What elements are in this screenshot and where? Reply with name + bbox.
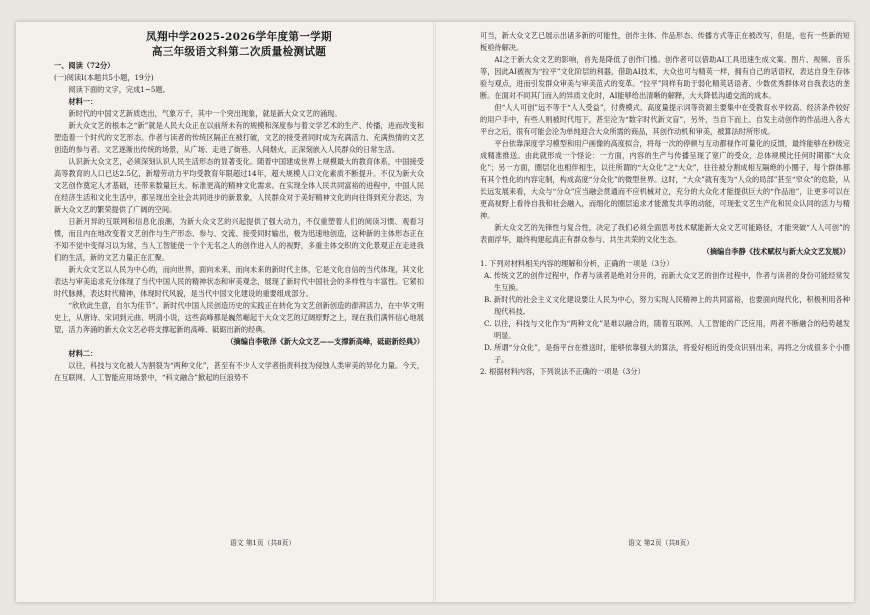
paragraph: 新大众文艺的根本之“新”就是人民大众正在以前所未有的规模和深度参与着文学艺术的生产、传播，进而改变和塑造着一个时代的文艺形态。作者与读者的传统区隔正在被打破，文艺的接受者同时成为充满活力、充满热情的文艺创造的参与者。文艺逐渐出传统的场景，从广场、走进了街巷、人间烟火，正深刻嵌入人民群众的日常生活。 (54, 121, 424, 154)
left-page (54, 30, 424, 384)
question-2: 2. 根据材料内容，下列说法不正确的一项是（3分） (480, 367, 645, 376)
source-citation: （摘编自李静《技术赋权与新大众文艺发展》） (702, 247, 850, 256)
paragraph: 但“人人可创”远不等于“人人受益”，付费模式、高度量提示词等资源主要集中在受教育水平较高、经济条件较好的用户手中，有些人则被时代甩下，甚至沦为“数字时代新文盲”，另外，当自下而上、自发主动创作的作品进入各大平台之后，很有可能会沦为单纯迎合大众所需的商品，其创作动机和审美，被算法时所形成。 (480, 103, 850, 136)
section-heading: 一、阅读（72分） (54, 61, 115, 70)
paragraph: AI之于新大众文艺的影响，首先是降低了创作门槛。创作者可以借助AI工具迅速生成文案、图片、视频、音乐等，因此AI被视为“拉平”文化阶层的利器，借助AI技术，大众也可与精英一样，拥有自己的话语权，表达自身生存体验与观点，进而引发群众审美与审美范式的变革。“拉平”同样有助于弱化精英话语者、少数优秀群体对自我表达的垄断。在面对不同其门而入的异质文化时，AI能够给出清晰的解释，大大降低沟通交流的成本。 (480, 55, 850, 100)
paragraph: 平台依靠深度学习模型和用户画像的高度拟合，将每一次的停顿与互动都视作可量化的反馈，最终能够在秒级完成精准推送。由此就形成一个怪论：一方面，内容的生产与传播呈现了宽广的受众，总体规模比任何时期都“大众化”；另一方面，圈层化也相伴相生，以往所谓的“大众化”之“大众”，往往被分割成相互隔绝的小圈子，每个群体都有其个性化的内容定制，构成高度“分众化”的微型世界。这时，“大众”就有变为“人众的局部”甚至“窄众”的危险，从长远发展来看，大众与“分众”应当融会贯通而不应机械对立，充分的大众化才能提供巨大的“作品池”，让更多可以在更高视野上看待自我和社会融入，而细化的圈层追求才能激发共享的动能，可现张文艺生产化和民众认同的活力与精神。 (480, 139, 850, 220)
paragraph: 可当，新大众文艺已展示出诸多新的可能性，创作主体、作品形态、传播方式等正在被改写，但是，也有一些新的短板亟待解决。 (480, 31, 850, 52)
question-1: 1. 下列对材料相关内容的理解和分析，正确的一项是（3分） (480, 259, 674, 268)
paragraph: 日新月异的互联网和信息化浪潮，为新大众文艺的兴起提供了强大动力，不仅重塑着人们的阅读习惯、观看习惯，而且内在地改变着文艺创作与生产形态、参与、交流、接受同时输出，极为迅速地创造，这种新的主体形态正在不知不觉中变得习以为常，当人工智能使一个个无名之人的创作进入人的视野，多重主体交织的文化景观正在走进我们的生活，新的文艺力量正在汇聚。 (54, 217, 424, 262)
instruction: 阅读下面的文字，完成1~5题。 (68, 85, 170, 94)
material-2-label: 材料二： (68, 349, 98, 358)
paragraph: 以往，科技与文化被人为割裂为“两种文化”，甚至有不少人文学者指责科技为侵蚀人类审美的异化力量。今天，在互联网、人工智能应用场景中，“科文融合”掀起的巨浪势不 (54, 361, 424, 382)
exam-title-line1: 凤翔中学2025-2026学年度第一学期 (146, 31, 332, 43)
paragraph: 新时代的中国文艺新质迭出，气象万千，其中一个突出现象，就是新大众文艺的涌现。 (68, 109, 342, 118)
material-1-label: 材料一： (68, 97, 98, 106)
question-1-option-a: A. 传统文艺的创作过程中，作者与读者是绝对分开的，而新大众文艺的创作过程中，作者与读者的身份可能经常发生互换。 (484, 271, 850, 292)
question-1-option-d: D. 所谓“分众化”，是指平台在推送时，能够依靠强大的算法，将爱好相近的受众识别出来，再将之分成很多个小圈子。 (484, 343, 850, 364)
paragraph: 新大众文艺的先锋性与复合性，决定了我们必须全面思考技术赋能新大众文艺可能路径，才能突破“人人可创”的表面浮华，最终构建起真正有群众参与、共生共荣的文化生态。 (480, 223, 850, 244)
question-1-option-c: C. 以往，科技与文化作为“两种文化”是难以融合的，随着互联网、人工智能的广泛应用，两者不断融合的趋势越发明显。 (484, 319, 850, 340)
exam-title-line2: 高三年级语文科第二次质量检测试题 (151, 46, 327, 58)
source-citation: （摘编自李敬泽《新大众文艺——支撑新高峰，砥砺新经典》） (226, 337, 424, 346)
paragraph: 新大众文艺以人民为中心的，而向世界，面向未来，而向未来的新时代主体，它是文化自信的当代体现，其文化表达与审美追求充分体现了当代中国人民的精神状态和审美观念，展现了新时代中国社会的多样性与丰富性。它紧扣时代脉搏，表达时代精神，体现时代风貌，是当代中国文化建设的重要组成部分。 (54, 265, 424, 298)
page-footer-right: 语文 第2页（共8页） (628, 539, 694, 547)
page-fold (433, 22, 436, 602)
question-1-option-b: B. 新时代的社会主义文化建设要让人民为中心，努力实现人民精神上的共同富裕，也要面向现代化，积极利用各种现代科技。 (484, 295, 850, 316)
right-page (480, 30, 850, 378)
paragraph: “欣欣此生意，自尔为佳节”。新时代中国人民创造历史的实践正在转化为文艺创新创造的澎湃活力，在中华文明史上，从唐诗、宋词到元曲、明清小说，这些高峰都是巍然崛起于大众文艺的辽阔原野之上，现在我们满怀信心地展望，活力奔涌的新大众文艺必将支撑起新的高峰、砥砺出新的经典。 (54, 301, 424, 334)
page-footer-left: 语文 第1页（共8页） (230, 539, 296, 547)
subsection-heading: (一)阅读I(本题共5小题，19分) (54, 73, 154, 82)
paragraph: 认识新大众文艺，必须深刻认识人民生活形态的显著变化。随着中国建成世界上规模最大的教育体系，中国接受高等教育的人口已达2.5亿，新增劳动力平均受教育年限超过14年，超大规模人口文化素质不断提升。不仅为新大众文艺创作奠定人才基础，还带来数量巨大、标准更高的精神文化需求。在实现全体人民共同富裕的进程中，中国人民在经济生活和文化生活中，都呈现出全社会共同进步的新景象，人民群众对于美好精神文化的向往得到充分表达，为新大众文艺的繁荣提供了广阔的空间。 (54, 157, 424, 214)
